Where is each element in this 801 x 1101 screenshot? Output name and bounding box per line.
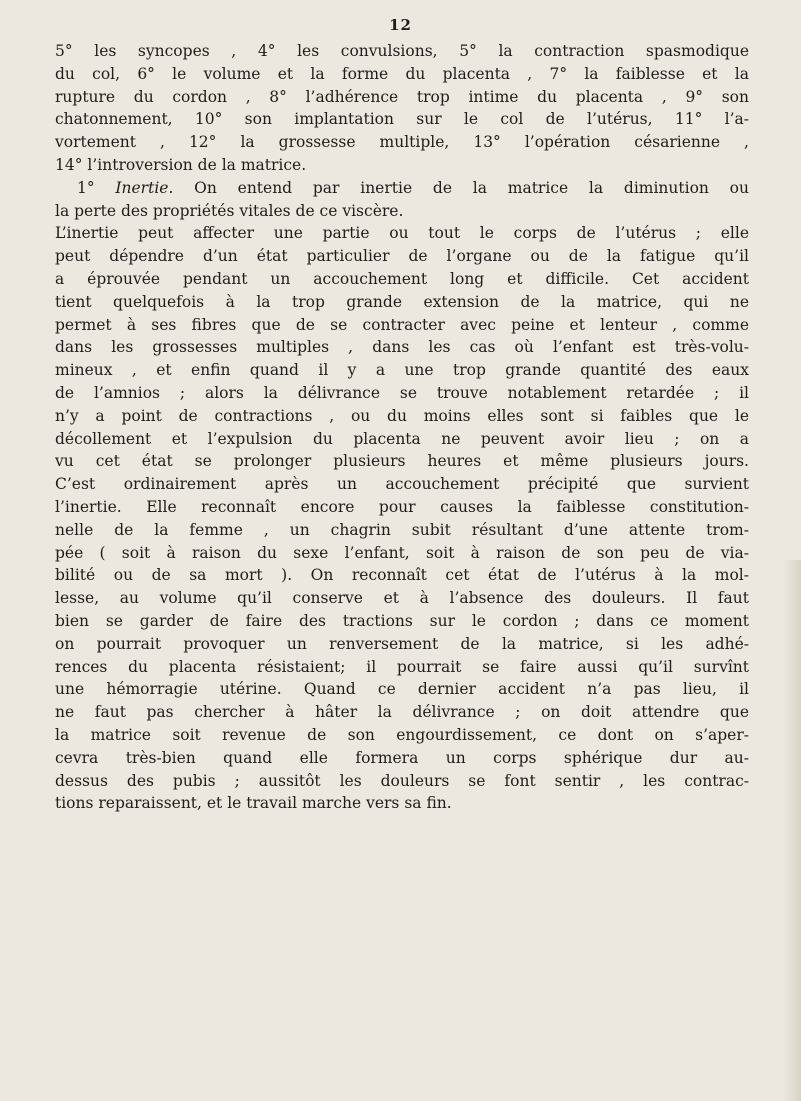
text-line: dessus des pubis ; aussitôt les douleurs se font sentir , les contrac- [55, 771, 749, 790]
text-line: chatonnement, 10° son implantation sur le col de l’utérus, 11° l’a- [55, 110, 749, 129]
text-line: la perte des propriétés vitales de ce viscère. [55, 201, 404, 220]
text-line: la matrice soit revenue de son engourdissement, ce dont on s’aper- [55, 725, 749, 744]
text-line: a éprouvée pendant un accouchement long et difficile. Cet accident [55, 269, 749, 288]
text-line: l’inertie. Elle reconnaît encore pour causes la faiblesse constitution- [55, 497, 749, 516]
paragraph-inertie-discussion [55, 222, 749, 815]
text-line [55, 177, 749, 200]
paragraph-list-continuation [55, 40, 749, 177]
text-line: une hémorragie utérine. Quand ce dernier accident n’a pas lieu, il [55, 680, 749, 699]
text-line: permet à ses fibres que de se contracter avec peine et lenteur , comme [55, 315, 749, 334]
text-line: on pourrait provoquer un renversement de la matrice, si les adhé- [55, 634, 749, 653]
text-line: nelle de la femme , un chagrin subit résultant d’une attente trom- [55, 520, 749, 539]
text-line: mineux , et enfin quand il y a une trop grande quantité des eaux [55, 361, 749, 380]
section-term: Inertie. [115, 178, 174, 197]
text-line: dans les grossesses multiples , dans les cas où l’enfant est très-volu- [55, 338, 749, 357]
text-line: bien se garder de faire des tractions sur le cordon ; dans ce moment [55, 611, 749, 630]
section-number: 1° [77, 178, 116, 197]
text-line: L’inertie peut affecter une partie ou tout le corps de l’utérus ; elle [55, 224, 749, 243]
text-line: vortement , 12° la grossesse multiple, 13° l’opération césarienne , [55, 133, 749, 152]
text-line: tions reparaissent, et le travail marche vers sa fin. [55, 794, 452, 813]
text-line: rences du placenta résistaient; il pourrait se faire aussi qu’il survînt [55, 657, 749, 676]
text-segment: On entend par inertie de la matrice la diminution ou [173, 178, 749, 197]
page-edge-shadow [783, 560, 801, 1101]
text-line: décollement et l’expulsion du placenta ne peuvent avoir lieu ; on a [55, 429, 749, 448]
text-line: 14° l’introversion de la matrice. [55, 155, 307, 174]
text-line: rupture du cordon , 8° l’adhérence trop intime du placenta , 9° son [55, 87, 749, 106]
text-line: C’est ordinairement après un accouchement précipité que survient [55, 475, 749, 494]
text-line: 5° les syncopes , 4° les convulsions, 5° la contraction spasmodique [55, 42, 749, 60]
page-number: 12 [389, 16, 412, 34]
text-line: bilité ou de sa mort ). On reconnaît cet état de l’utérus à la mol- [55, 566, 749, 585]
paragraph-inertie-definition [55, 177, 749, 223]
text-line: du col, 6° le volume et la forme du placenta , 7° la faiblesse et la [55, 64, 749, 83]
text-line: peut dépendre d’un état particulier de l’organe ou de la fatigue qu’il [55, 247, 749, 266]
text-line: n’y a point de contractions , ou du moins elles sont si faibles que le [55, 406, 749, 425]
text-line: vu cet état se prolonger plusieurs heures et même plusieurs jours. [55, 452, 749, 471]
text-line: cevra très-bien quand elle formera un corps sphérique dur au- [55, 748, 749, 767]
text-line: pée ( soit à raison du sexe l’enfant, soit à raison de son peu de via- [55, 543, 749, 562]
text-line: tient quelquefois à la trop grande extension de la matrice, qui ne [55, 292, 749, 311]
body-text [55, 40, 749, 815]
text-line: de l’amnios ; alors la délivrance se trouve notablement retardée ; il [55, 383, 749, 402]
text-line: ne faut pas chercher à hâter la délivrance ; on doit attendre que [55, 703, 749, 722]
text-line: lesse, au volume qu’il conserve et à l’absence des douleurs. Il faut [55, 589, 749, 608]
